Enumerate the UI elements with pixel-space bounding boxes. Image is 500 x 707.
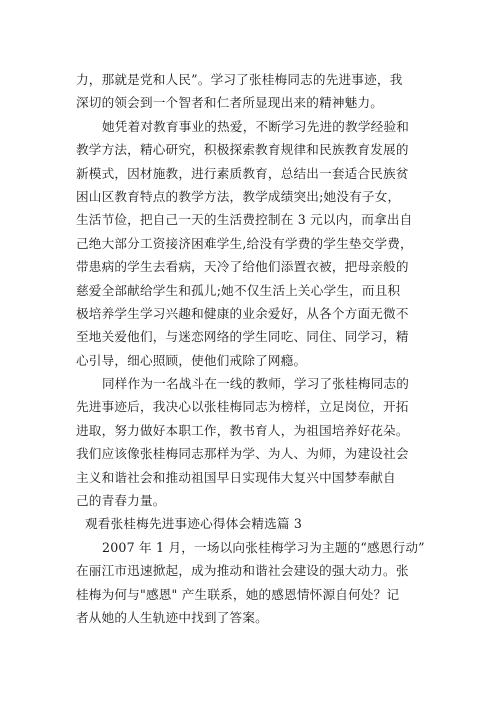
text-line: 极培养学生学习兴趣和健康的业余爱好，从各个方面无微不 [76,305,409,321]
text-line: 新模式，因材施教，进行素质教育，总结出一套适合民族贫 [76,165,409,181]
text-line: 己的青春力量。 [76,493,166,509]
text-line: 在丽江市迅速掀起，成为推动和谐社会建设的强大动力。张 [76,563,409,579]
text-line: 主义和谐社会和推动祖国早日实现伟大复兴中国梦奉献自 [76,469,396,485]
text-line: 教学方法，精心研究，积极探索教育规律和民族教育发展的 [76,142,409,158]
text-line: 她凭着对教育事业的热爱，不断学习先进的教学经验和 [102,118,410,134]
text-line: 带患病的学生去看病，天冷了给他们添置衣被，把母亲般的 [76,259,409,275]
text-line: 先进事迹后，我决心以张桂梅同志为榜样，立足岗位，开拓 [76,399,409,415]
text-line: 生活节俭，把自己一天的生活费控制在 3 元以内，而拿出自 [76,212,413,228]
text-line: 我们应该像张桂梅同志那样为学、为人、为师，为建设社会 [76,446,409,462]
text-line: 至地关爱他们，与迷恋网络的学生同吃、同住、同学习，精 [76,329,409,345]
text-line: 进取，努力做好本职工作，教书育人，为祖国培养好花朵。 [76,422,409,438]
section-heading: 观看张桂梅先进事迹心得体会精选篇 3 [85,516,303,532]
text-line: 桂梅为何与"感恩" 产生联系，她的感恩情怀源自何处？记 [76,586,400,602]
text-line: 深切的领会到一个智者和仁者所显现出来的精神魅力。 [76,95,384,111]
text-line: 慈爱全部献给学生和孤儿;她不仅生活上关心学生，而且积 [76,282,401,298]
text-line: 者从她的人生轨迹中找到了答案。 [76,609,268,625]
text-line: 困山区教育特点的教学方法，教学成绩突出;她没有子女， [76,188,401,204]
text-line: 力，那就是党和人民”。学习了张桂梅同志的先进事迹，我 [76,72,403,87]
text-line: 同样作为一名战斗在一线的教师，学习了张桂梅同志的 [102,376,410,392]
text-line: 己绝大部分工资接济困难学生,给没有学费的学生垫交学费， [76,235,413,251]
document-body [76,68,428,629]
text-line: 2007 年 1 月，一场以向张桂梅学习为主题的“感恩行动” [102,539,425,555]
text-line: 心引导，细心照顾，使他们戒除了网瘾。 [76,352,307,368]
